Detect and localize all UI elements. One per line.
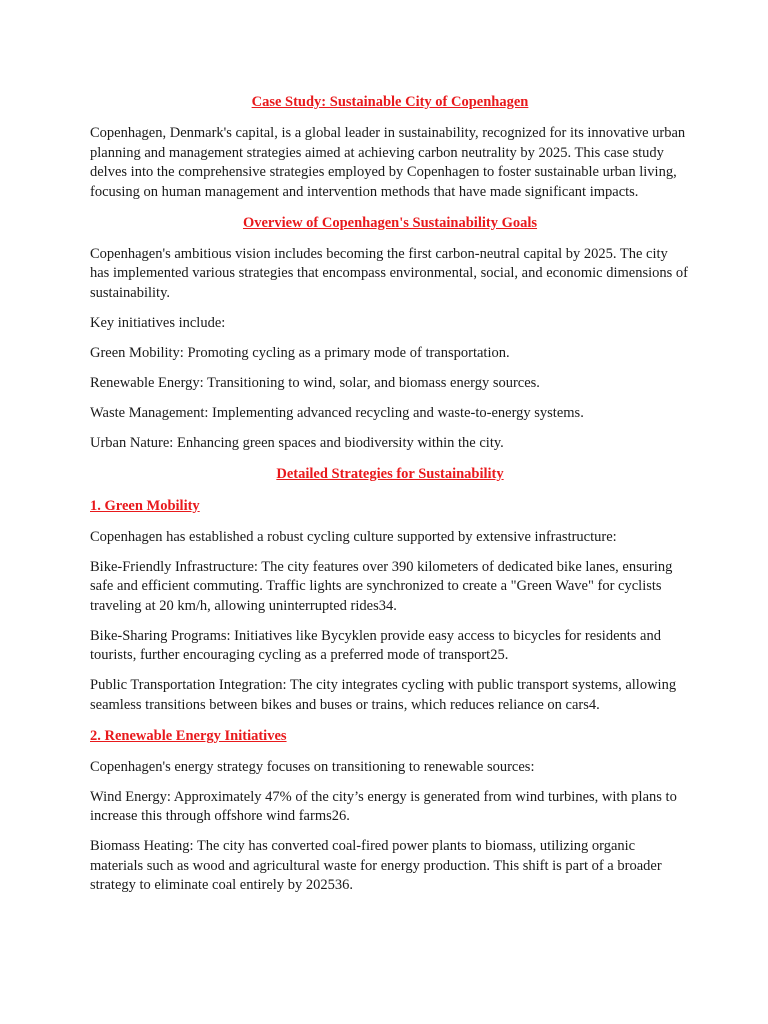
initiative-item: Urban Nature: Enhancing green spaces and biodiversity within the city. (90, 434, 504, 451)
initiative-item: Waste Management: Implementing advanced recycling and waste-to-energy systems. (90, 404, 584, 421)
strategies-heading: Detailed Strategies for Sustainability (276, 465, 504, 482)
initiative-item: Green Mobility: Promoting cycling as a primary mode of transportation. (90, 344, 510, 361)
green-mobility-heading: 1. Green Mobility (90, 497, 200, 514)
initiative-item: Renewable Energy: Transitioning to wind, solar, and biomass energy sources. (90, 374, 540, 391)
renewable-energy-item: Biomass Heating: The city has converted coal-fired power plants to biomass, utilizing organic materials such as wood and agricultural waste for energy production. This shift is part of a broader strategy to eliminate coal entirely by 202536. (90, 838, 662, 893)
overview-paragraph: Copenhagen's ambitious vision includes becoming the first carbon-neutral capital by 2025. The city has implemented various strategies that encompass environmental, social, and economic dimensions of sustainability. (90, 245, 688, 301)
green-mobility-item: Bike-Sharing Programs: Initiatives like Bycyklen provide easy access to bicycles for residents and tourists, further encouraging cycling as a preferred mode of transport25. (90, 627, 661, 663)
green-mobility-item: Bike-Friendly Infrastructure: The city features over 390 kilometers of dedicated bike lanes, ensuring safe and efficient commuting. Traffic lights are synchronized to create a "Green Wave" for cyclists traveling at 20 km/h, allowing uninterrupted rides34. (90, 558, 673, 614)
intro-paragraph: Copenhagen, Denmark's capital, is a global leader in sustainability, recognized for its innovative urban planning and management strategies aimed at achieving carbon neutrality by 2025. This case study delves into the comprehensive strategies employed by Copenhagen to foster sustainable urban living, focusing on human management and intervention methods that have made significant impacts. (90, 125, 686, 200)
renewable-energy-item: Wind Energy: Approximately 47% of the city’s energy is generated from wind turbines, with plans to increase this through offshore wind farms26. (90, 788, 677, 824)
key-initiatives-label: Key initiatives include: (90, 314, 226, 331)
green-mobility-item: Public Transportation Integration: The city integrates cycling with public transport systems, allowing seamless transitions between bikes and buses or trains, which reduces reliance on cars4. (90, 677, 677, 713)
overview-heading: Overview of Copenhagen's Sustainability Goals (242, 214, 538, 231)
green-mobility-intro: Copenhagen has established a robust cycling culture supported by extensive infrastructure: (90, 528, 617, 545)
renewable-energy-intro: Copenhagen's energy strategy focuses on transitioning to renewable sources: (90, 758, 535, 775)
renewable-energy-heading: 2. Renewable Energy Initiatives (90, 727, 287, 744)
document-title: Case Study: Sustainable City of Copenhagen (251, 94, 529, 110)
document-page (90, 92, 690, 906)
